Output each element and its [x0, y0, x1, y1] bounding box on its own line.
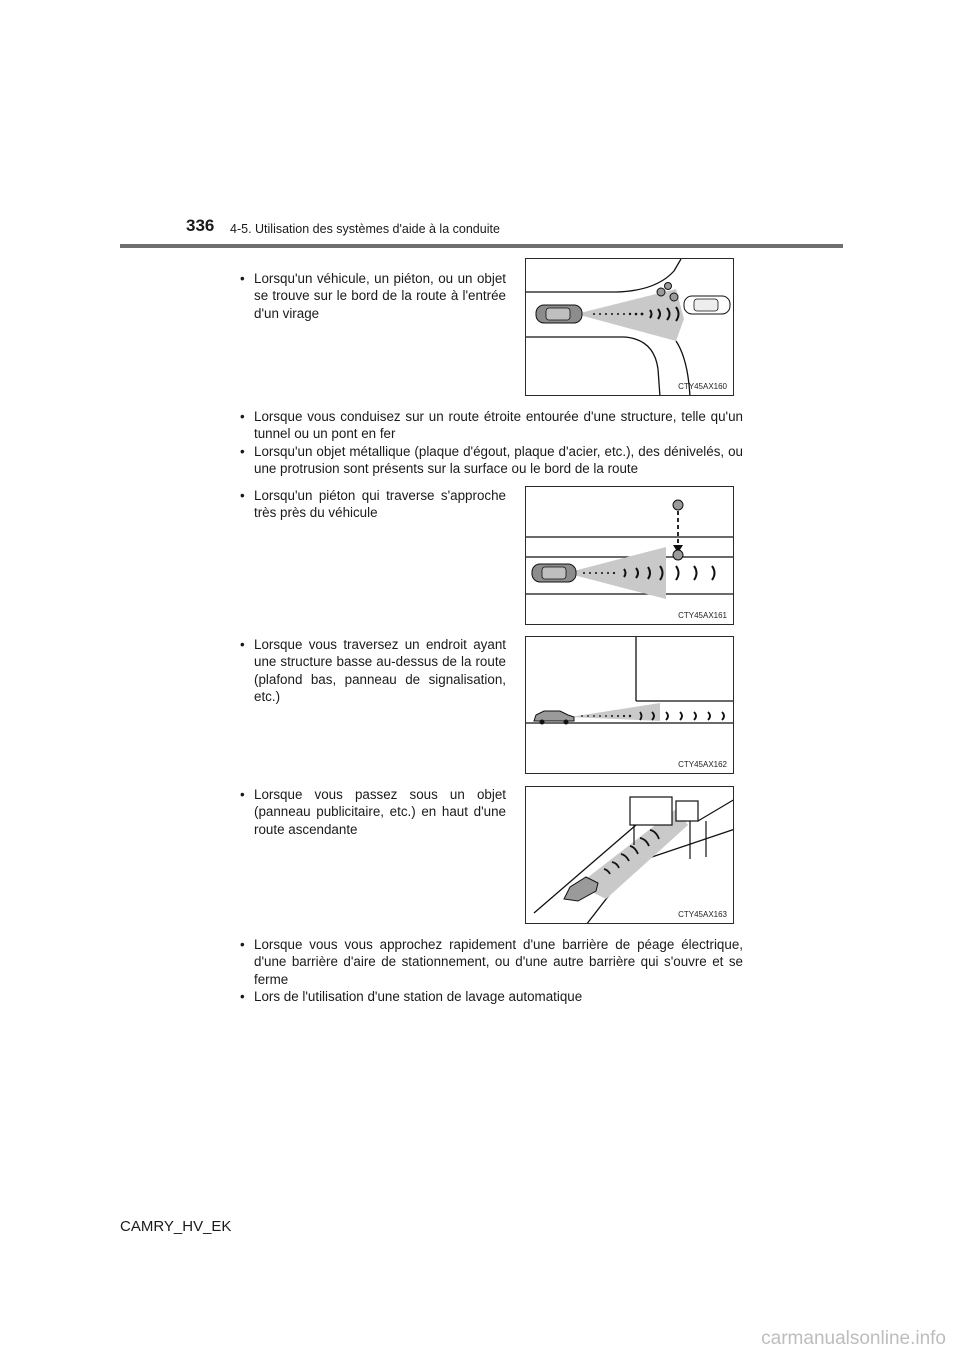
- header-rule: [120, 244, 843, 248]
- illustration-low-structure: [526, 637, 734, 774]
- figure-code: CTY45AX160: [678, 382, 727, 391]
- section-title: 4-5. Utilisation des systèmes d'aide à la conduite: [230, 222, 500, 236]
- list-item: • Lorsque vous vous approchez rapidement d'une barrière de péage électrique, d'une barrière d'aire de stationnement, ou d'une autre barrière qui s'ouvre et se ferme: [240, 936, 743, 988]
- list-item: • Lors de l'utilisation d'une station de lavage automatique: [240, 988, 743, 1005]
- page-number: 336: [186, 216, 215, 235]
- figure-pedestrian-crossing: [525, 486, 734, 625]
- figure-code: CTY45AX162: [678, 760, 727, 769]
- illustration-pedestrian-crossing: [526, 487, 734, 625]
- watermark: carmanualsonline.info: [761, 1328, 946, 1349]
- illustration-curve-road: [526, 259, 734, 396]
- list-item: • Lorsque vous conduisez sur un route étroite entourée d'une structure, telle qu'un tunnel ou un pont en fer: [240, 408, 743, 443]
- list-item: • Lorsqu'un piéton qui traverse s'approche très près du véhicule: [240, 487, 506, 522]
- list-item: • Lorsque vous traversez un endroit ayant une structure basse au-dessus de la route (plafond bas, panneau de signalisation, etc.): [240, 636, 506, 705]
- figure-uphill-sign: [525, 786, 734, 924]
- list-item: • Lorsqu'un véhicule, un piéton, ou un objet se trouve sur le bord de la route à l'entrée d'un virage: [240, 270, 506, 322]
- illustration-uphill-sign: [526, 787, 734, 924]
- list-item: • Lorsque vous passez sous un objet (panneau publicitaire, etc.) en haut d'une route ascendante: [240, 786, 506, 838]
- model-code: CAMRY_HV_EK: [120, 1218, 232, 1235]
- figure-curve-road: [525, 258, 734, 396]
- figure-code: CTY45AX161: [678, 611, 727, 620]
- figure-low-structure: [525, 636, 734, 774]
- list-item: • Lorsqu'un objet métallique (plaque d'égout, plaque d'acier, etc.), des dénivelés, ou une protrusion sont présents sur la surface ou le bord de la route: [240, 443, 743, 478]
- figure-code: CTY45AX163: [678, 910, 727, 919]
